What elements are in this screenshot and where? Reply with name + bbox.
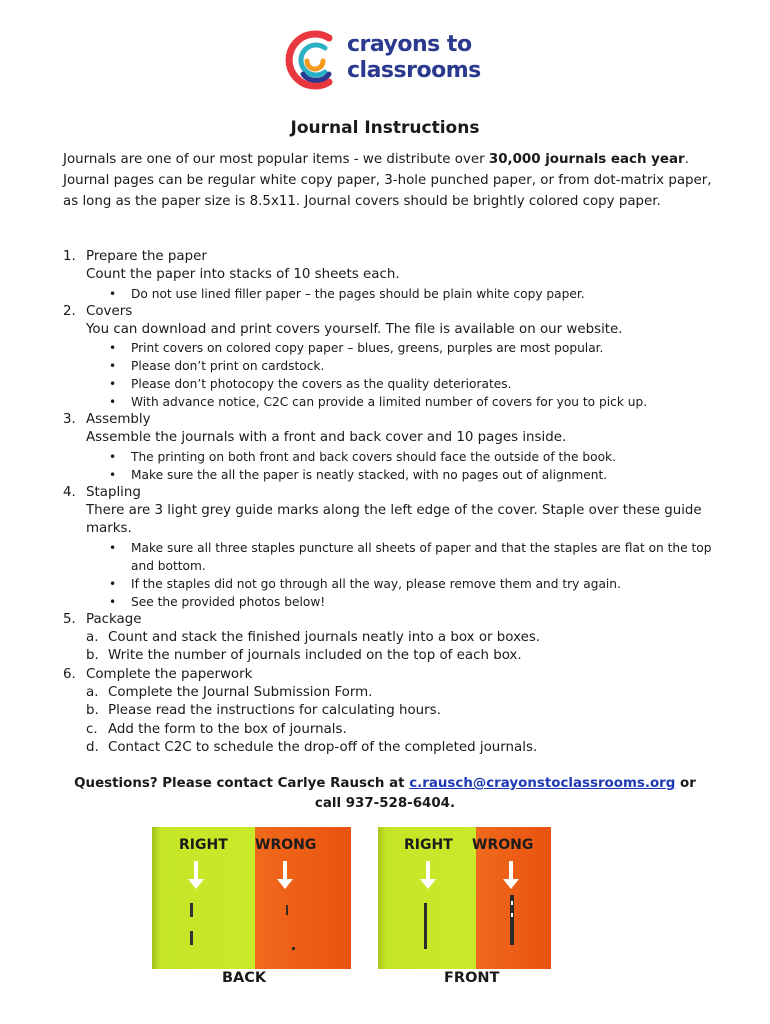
bullet-list — [63, 448, 713, 484]
bullet-item: • Make sure all three staples puncture all sheets of paper and that the staples are flat on the top and bottom. — [109, 540, 712, 573]
sub-item: b. Please read the instructions for calculating hours. — [86, 702, 713, 720]
photo-front — [378, 827, 551, 969]
sub-list — [63, 629, 713, 666]
email-link[interactable]: c.rausch@crayonstoclassrooms.org — [409, 776, 676, 791]
bullet-list — [63, 539, 713, 611]
sub-list — [63, 684, 713, 758]
sub-letter: c. — [86, 721, 98, 737]
sub-letter: b. — [86, 648, 99, 664]
bullet-item: • Do not use lined filler paper – the pages should be plain white copy paper. — [109, 286, 585, 301]
bullet-icon: • — [109, 467, 117, 482]
sub-item: c. Add the form to the box of journals. — [86, 721, 713, 739]
step-4 — [63, 484, 713, 611]
bullet-icon: • — [109, 576, 117, 591]
bullet-icon: • — [109, 359, 117, 374]
logo-wordmark — [347, 32, 481, 84]
bullet-item: • With advance notice, C2C can provide a limited number of covers for you to pick up. — [109, 395, 648, 410]
step-title: Complete the paperwork — [86, 666, 253, 682]
staple-marks-icon — [418, 895, 528, 955]
step-number: 1. — [63, 249, 76, 264]
sub-item: b. Write the number of journals included on the top of each box. — [86, 647, 713, 665]
step-title: Covers — [86, 303, 133, 319]
bullet-item: • Make sure the all the paper is neatly stacked, with no pages out of alignment. — [109, 467, 608, 482]
step-3 — [63, 411, 713, 484]
bullet-item: • The printing on both front and back covers should face the outside of the book. — [109, 449, 616, 464]
arrow-down-icon — [420, 861, 436, 889]
logo-line-2: classrooms — [347, 58, 481, 83]
bullet-item: • If the staples did not go through all the way, please remove them and try again. — [109, 576, 621, 591]
bullet-item: • Print covers on colored copy paper – blues, greens, purples are most popular. — [109, 341, 604, 356]
contact-phone: call 937-528-6404. — [314, 796, 456, 811]
sub-letter: b. — [86, 703, 99, 719]
sub-letter: a. — [86, 629, 99, 645]
wrong-label: WRONG — [472, 837, 534, 853]
step-number: 4. — [63, 484, 76, 500]
bullet-item: • See the provided photos below! — [109, 594, 326, 609]
step-description: Count the paper into stacks of 10 sheets each. — [86, 267, 400, 283]
bullet-icon: • — [109, 594, 117, 609]
right-label: RIGHT — [179, 837, 228, 853]
step-number: 3. — [63, 412, 76, 428]
step-number: 2. — [63, 303, 76, 319]
step-5 — [63, 611, 713, 666]
bullet-icon: • — [109, 540, 117, 555]
staple-marks-icon — [186, 899, 306, 959]
photo-caption-back: BACK — [222, 970, 267, 986]
sub-item: a. Count and stack the finished journals neatly into a box or boxes. — [86, 629, 713, 647]
bullet-item: • Please don’t photocopy the covers as the quality deteriorates. — [109, 377, 512, 392]
crayons-to-classrooms-logo — [285, 28, 485, 94]
step-number: 5. — [63, 611, 76, 627]
bullet-icon: • — [109, 286, 117, 301]
step-6 — [63, 666, 713, 758]
sub-letter: a. — [86, 685, 99, 701]
step-title: Prepare the paper — [86, 249, 207, 264]
contact-note — [60, 774, 710, 814]
intro-paragraph — [63, 149, 713, 212]
bullet-icon: • — [109, 377, 117, 392]
arrow-down-icon — [277, 861, 293, 889]
arrow-down-icon — [188, 861, 204, 889]
wrong-label: WRONG — [255, 837, 317, 853]
step-description: Assemble the journals with a front and back cover and 10 pages inside. — [86, 430, 567, 446]
photo-back — [152, 827, 351, 969]
steps-list — [63, 248, 713, 758]
sub-item: d. Contact C2C to schedule the drop-off of the completed journals. — [86, 739, 713, 757]
page-title: Journal Instructions — [290, 118, 480, 138]
bullet-icon: • — [109, 449, 117, 464]
bullet-list — [63, 339, 713, 411]
bullet-icon: • — [109, 341, 117, 356]
sub-item: a. Complete the Journal Submission Form. — [86, 684, 713, 702]
logo-line-1: crayons to — [347, 32, 472, 57]
photo-caption-front: FRONT — [444, 970, 500, 986]
bullet-icon: • — [109, 395, 117, 410]
arrow-down-icon — [503, 861, 519, 889]
contact-suffix: or — [675, 776, 696, 791]
step-number: 6. — [63, 666, 76, 682]
step-1 — [63, 248, 713, 303]
step-2 — [63, 303, 713, 412]
step-title: Package — [86, 611, 142, 627]
bullet-list — [63, 285, 713, 303]
logo-mark-icon — [285, 28, 345, 92]
intro-bold: 30,000 journals each year — [488, 152, 685, 167]
intro-text-1: Journals are one of our most popular items - we distribute over — [63, 152, 489, 167]
step-description: You can download and print covers yourself. The file is available on our website. — [86, 321, 623, 337]
bullet-item: • Please don’t print on cardstock. — [109, 359, 325, 374]
step-description: There are 3 light grey guide marks along the left edge of the cover. Staple over these guide marks. — [86, 503, 702, 537]
sub-letter: d. — [86, 740, 99, 756]
contact-prefix: Questions? Please contact Carlye Rausch at — [74, 776, 410, 791]
intro-text-2: . Journal pages can be regular white copy paper, 3-hole punched paper, or from dot-matrix paper, as long as the paper size is 8.5x11. Journal covers should be brightly colored copy paper. — [63, 152, 712, 209]
right-label: RIGHT — [404, 837, 453, 853]
step-title: Assembly — [86, 412, 151, 428]
step-title: Stapling — [86, 484, 141, 500]
